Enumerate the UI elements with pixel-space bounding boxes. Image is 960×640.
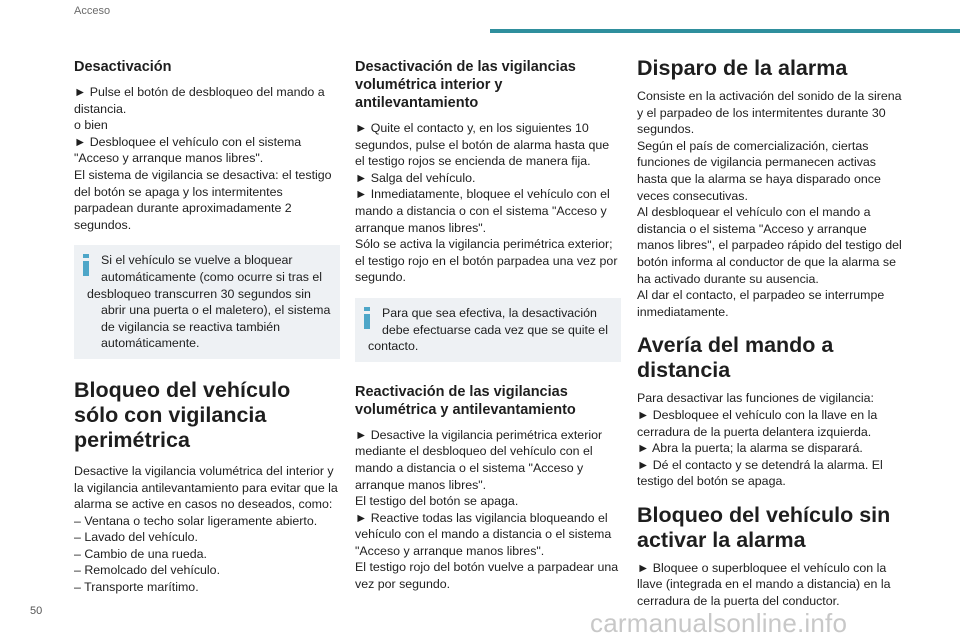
- column-left: [74, 52, 340, 596]
- heading-averia-mando: Avería del mando a distancia: [637, 333, 834, 383]
- info-note-autolock: [74, 245, 340, 359]
- info-note-efectiva-first: Para que sea efectiva, la desactivación debe efectuarse cada vez que se quite el: [382, 305, 608, 337]
- info-note-efectiva-rest: contacto.: [368, 339, 419, 354]
- column-middle: [355, 52, 621, 593]
- paragraph-desactivacion: ► Pulse el botón de desbloqueo del mando a distancia. o bien ► Desbloquee el vehículo con el sistema "Acceso y arranque manos libres". El sistema de vigilancia se desactiva: el testigo del botón se apaga y los intermitentes parpadean durante aproximadamente 2 segundos.: [74, 85, 332, 232]
- heading-bloqueo-perimetrica: Bloqueo del vehículo sólo con vigilancia perimétrica: [74, 377, 291, 452]
- info-note-efectiva: [355, 298, 621, 362]
- info-icon: [364, 307, 370, 329]
- paragraph-desactivacion-volumetrica: ► Quite el contacto y, en los siguientes 10 segundos, pulse el botón de alarma hasta que el testigo rojos se encienda de manera fija. ► Salga del vehículo. ► Inmediatamente, bloquee el vehículo con el mando a distancia o con el sistema "Acceso y arranque manos libres". Sólo se activa la vigilancia perimétrica exterior; el testigo rojo en el botón parpadea una vez por segundo.: [355, 121, 618, 285]
- paragraph-averia-mando: Para desactivar las funciones de vigilancia: ► Desbloquee el vehículo con la llave en la cerradura de la puerta delantera izquierda. ► Abra la puerta; la alarma se disparará. ► Dé el contacto y se detendrá la alarma. El testigo del botón se apaga.: [637, 391, 883, 489]
- heading-reactivacion: Reactivación de las vigilancias volumétrica y antilevantamiento: [355, 383, 576, 418]
- heading-desactivacion: Desactivación: [74, 59, 172, 75]
- info-note-autolock-first: Si el vehículo se vuelve a bloquear automáticamente (como ocurre si tras el: [101, 253, 323, 284]
- info-icon: [83, 254, 89, 276]
- heading-disparo-alarma: Disparo de la alarma: [637, 56, 848, 80]
- paragraph-bloqueo-perimetrica: Desactive la vigilancia volumétrica del interior y la vigilancia antilevantamiento para evitar que la alarma se active en casos no deseados, como: – Ventana o techo solar ligeramente abierto. – Lavado del vehículo. – Cambio de una rueda. – Remolcado del vehículo. – Transporte marítimo.: [74, 463, 338, 595]
- heading-bloqueo-sin-alarma: Bloqueo del vehículo sin activar la alarma: [637, 502, 891, 552]
- info-note-autolock-rest: desbloqueo transcurren 30 segundos sin abrir una puerta o el maletero), el sistema de vigilancia se reactiva también automáticamente.: [87, 286, 331, 351]
- paragraph-reactivacion: ► Desactive la vigilancia perimétrica exterior mediante el desbloqueo del vehículo con el mando a distancia o el sistema "Acceso y arranque manos libres". El testigo del botón se apaga. ► Reactive todas las vigilancia bloqueando el vehículo con el mando a distancia o el sistema "Acceso y arranque manos libres". El testigo rojo del botón vuelve a parpadear una vez por segundo.: [355, 427, 619, 592]
- header-accent-rule: [490, 29, 960, 33]
- watermark: carmanualsonline.info: [590, 608, 848, 638]
- heading-desactivacion-volumetrica: Desactivación de las vigilancias volumétrica interior y antilevantamiento: [355, 59, 576, 111]
- page-number: 50: [30, 605, 43, 617]
- paragraph-bloqueo-sin-alarma: ► Bloquee o superbloquee el vehículo con la llave (integrada en el mando a distancia) en la cerradura de la puerta del conductor.: [637, 560, 891, 609]
- column-right: [637, 52, 905, 610]
- paragraph-disparo-alarma: Consiste en la activación del sonido de la sirena y el parpadeo de los intermitentes durante 30 segundos. Según el país de comercialización, ciertas funciones de vigilancia permanecen activas hasta que la alarma se haya disparado once veces consecutivas. Al desbloquear el vehículo con el mando a distancia o el sistema "Acceso y arranque manos libres", el parpadeo rápido del testigo del botón informa al conductor de que la alarma se ha activado durante su ausencia. Al dar el contacto, el parpadeo se interrumpe inmediatamente.: [637, 89, 902, 319]
- header-section-label: Acceso: [74, 5, 111, 17]
